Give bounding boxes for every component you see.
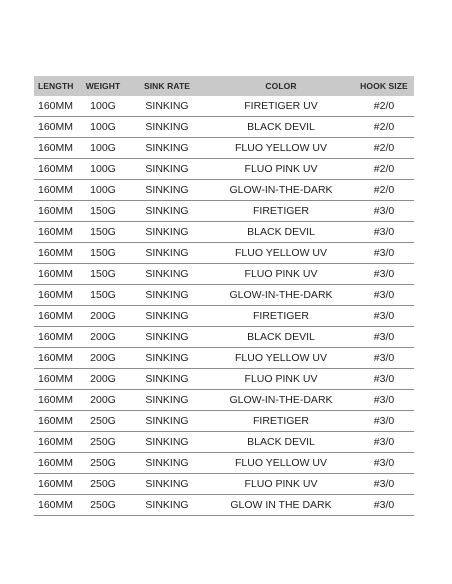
table-row xyxy=(34,369,414,390)
cell-color: FLUO PINK UV xyxy=(208,264,354,285)
cell-length: 160MM xyxy=(34,138,80,159)
cell-length: 160MM xyxy=(34,201,80,222)
cell-weight: 150G xyxy=(80,222,126,243)
cell-hook-size: #2/0 xyxy=(354,180,414,201)
cell-hook-size: #3/0 xyxy=(354,432,414,453)
header-weight: WEIGHT xyxy=(80,76,126,96)
cell-weight: 200G xyxy=(80,306,126,327)
cell-hook-size: #3/0 xyxy=(354,390,414,411)
cell-color: FIRETIGER UV xyxy=(208,96,354,117)
cell-color: FLUO PINK UV xyxy=(208,369,354,390)
cell-color: BLACK DEVIL xyxy=(208,432,354,453)
cell-weight: 150G xyxy=(80,201,126,222)
cell-sink-rate: SINKING xyxy=(126,474,208,495)
table-row xyxy=(34,201,414,222)
table-row xyxy=(34,264,414,285)
cell-hook-size: #2/0 xyxy=(354,117,414,138)
table-row xyxy=(34,96,414,117)
cell-hook-size: #3/0 xyxy=(354,306,414,327)
cell-sink-rate: SINKING xyxy=(126,285,208,306)
table-row xyxy=(34,348,414,369)
cell-sink-rate: SINKING xyxy=(126,222,208,243)
cell-length: 160MM xyxy=(34,453,80,474)
cell-sink-rate: SINKING xyxy=(126,117,208,138)
cell-hook-size: #3/0 xyxy=(354,243,414,264)
cell-length: 160MM xyxy=(34,474,80,495)
cell-weight: 250G xyxy=(80,432,126,453)
cell-weight: 100G xyxy=(80,159,126,180)
cell-length: 160MM xyxy=(34,306,80,327)
cell-sink-rate: SINKING xyxy=(126,453,208,474)
cell-hook-size: #3/0 xyxy=(354,348,414,369)
cell-weight: 150G xyxy=(80,285,126,306)
cell-sink-rate: SINKING xyxy=(126,390,208,411)
cell-weight: 100G xyxy=(80,117,126,138)
cell-sink-rate: SINKING xyxy=(126,138,208,159)
cell-weight: 200G xyxy=(80,390,126,411)
cell-hook-size: #2/0 xyxy=(354,96,414,117)
cell-hook-size: #3/0 xyxy=(354,369,414,390)
cell-sink-rate: SINKING xyxy=(126,327,208,348)
cell-sink-rate: SINKING xyxy=(126,495,208,516)
cell-length: 160MM xyxy=(34,390,80,411)
cell-length: 160MM xyxy=(34,348,80,369)
cell-color: GLOW-IN-THE-DARK xyxy=(208,180,354,201)
cell-length: 160MM xyxy=(34,180,80,201)
cell-length: 160MM xyxy=(34,369,80,390)
cell-weight: 150G xyxy=(80,243,126,264)
cell-hook-size: #3/0 xyxy=(354,201,414,222)
cell-color: BLACK DEVIL xyxy=(208,327,354,348)
cell-weight: 250G xyxy=(80,495,126,516)
table-row xyxy=(34,432,414,453)
cell-color: FIRETIGER xyxy=(208,201,354,222)
table-row xyxy=(34,327,414,348)
cell-sink-rate: SINKING xyxy=(126,159,208,180)
cell-length: 160MM xyxy=(34,243,80,264)
cell-hook-size: #3/0 xyxy=(354,264,414,285)
cell-color: FLUO YELLOW UV xyxy=(208,453,354,474)
cell-length: 160MM xyxy=(34,327,80,348)
cell-weight: 200G xyxy=(80,327,126,348)
table-row xyxy=(34,285,414,306)
cell-hook-size: #3/0 xyxy=(354,327,414,348)
cell-length: 160MM xyxy=(34,222,80,243)
table-header xyxy=(34,76,414,96)
cell-weight: 250G xyxy=(80,411,126,432)
cell-hook-size: #3/0 xyxy=(354,222,414,243)
cell-sink-rate: SINKING xyxy=(126,348,208,369)
cell-color: FLUO YELLOW UV xyxy=(208,138,354,159)
table-row xyxy=(34,243,414,264)
cell-sink-rate: SINKING xyxy=(126,411,208,432)
cell-length: 160MM xyxy=(34,285,80,306)
cell-length: 160MM xyxy=(34,117,80,138)
cell-sink-rate: SINKING xyxy=(126,243,208,264)
cell-sink-rate: SINKING xyxy=(126,96,208,117)
cell-length: 160MM xyxy=(34,159,80,180)
cell-weight: 250G xyxy=(80,474,126,495)
header-hook-size: HOOK SIZE xyxy=(354,76,414,96)
cell-color: FIRETIGER xyxy=(208,411,354,432)
table-body xyxy=(34,96,414,516)
cell-color: GLOW-IN-THE-DARK xyxy=(208,390,354,411)
cell-color: FLUO YELLOW UV xyxy=(208,243,354,264)
cell-weight: 200G xyxy=(80,369,126,390)
cell-length: 160MM xyxy=(34,411,80,432)
cell-hook-size: #3/0 xyxy=(354,453,414,474)
table-row xyxy=(34,222,414,243)
cell-length: 160MM xyxy=(34,264,80,285)
cell-weight: 100G xyxy=(80,96,126,117)
cell-hook-size: #2/0 xyxy=(354,138,414,159)
cell-color: FIRETIGER xyxy=(208,306,354,327)
cell-hook-size: #3/0 xyxy=(354,474,414,495)
cell-weight: 200G xyxy=(80,348,126,369)
cell-sink-rate: SINKING xyxy=(126,369,208,390)
cell-hook-size: #3/0 xyxy=(354,495,414,516)
spec-table xyxy=(34,76,414,516)
header-color: COLOR xyxy=(208,76,354,96)
table-row xyxy=(34,411,414,432)
table-row xyxy=(34,159,414,180)
table-row xyxy=(34,453,414,474)
cell-weight: 150G xyxy=(80,264,126,285)
table-row xyxy=(34,306,414,327)
cell-weight: 250G xyxy=(80,453,126,474)
cell-weight: 100G xyxy=(80,180,126,201)
table-row xyxy=(34,180,414,201)
cell-sink-rate: SINKING xyxy=(126,180,208,201)
cell-length: 160MM xyxy=(34,495,80,516)
cell-sink-rate: SINKING xyxy=(126,306,208,327)
cell-color: FLUO YELLOW UV xyxy=(208,348,354,369)
cell-hook-size: #3/0 xyxy=(354,411,414,432)
header-row xyxy=(34,76,414,96)
cell-length: 160MM xyxy=(34,432,80,453)
table-row xyxy=(34,495,414,516)
cell-hook-size: #3/0 xyxy=(354,285,414,306)
cell-sink-rate: SINKING xyxy=(126,264,208,285)
table-row xyxy=(34,474,414,495)
cell-color: FLUO PINK UV xyxy=(208,474,354,495)
cell-sink-rate: SINKING xyxy=(126,432,208,453)
table-row xyxy=(34,390,414,411)
header-length: LENGTH xyxy=(34,76,80,96)
cell-hook-size: #2/0 xyxy=(354,159,414,180)
cell-weight: 100G xyxy=(80,138,126,159)
table-row xyxy=(34,117,414,138)
cell-color: FLUO PINK UV xyxy=(208,159,354,180)
cell-color: BLACK DEVIL xyxy=(208,117,354,138)
table-row xyxy=(34,138,414,159)
cell-sink-rate: SINKING xyxy=(126,201,208,222)
cell-color: BLACK DEVIL xyxy=(208,222,354,243)
cell-length: 160MM xyxy=(34,96,80,117)
cell-color: GLOW IN THE DARK xyxy=(208,495,354,516)
header-sink-rate: SINK RATE xyxy=(126,76,208,96)
cell-color: GLOW-IN-THE-DARK xyxy=(208,285,354,306)
